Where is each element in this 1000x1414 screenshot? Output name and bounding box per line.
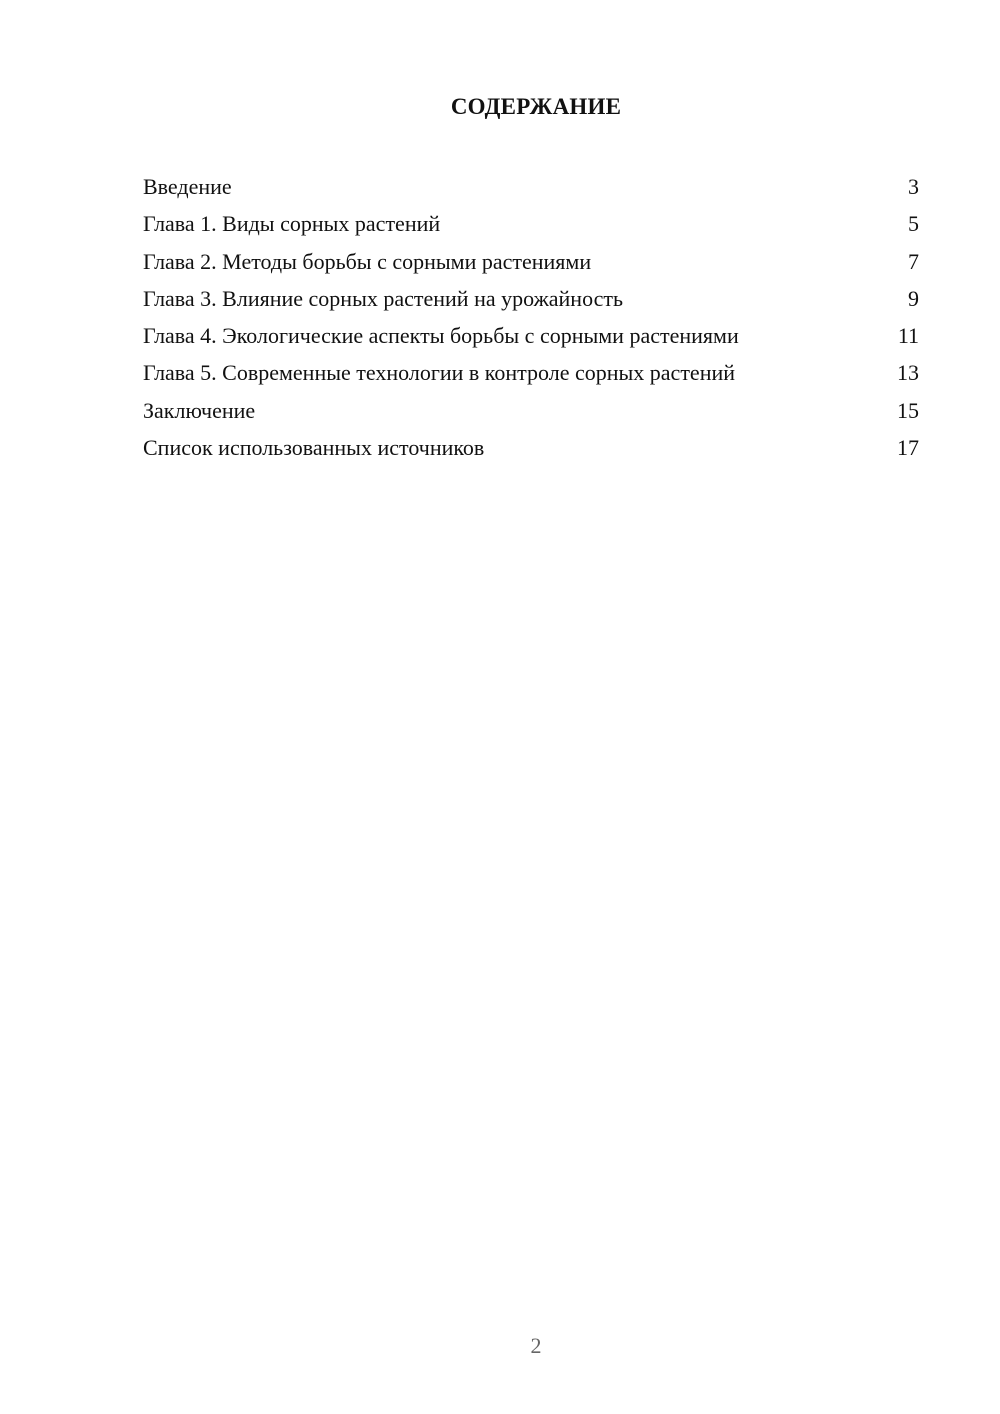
toc-item-chapter-5 <box>143 354 919 391</box>
toc-item-introduction <box>143 168 919 205</box>
toc-item-label: Введение <box>143 174 232 199</box>
toc-item-page: 9 <box>908 285 919 311</box>
toc-item-page: 7 <box>908 248 919 274</box>
page-number: 2 <box>530 1333 542 1358</box>
toc-item-page: 17 <box>897 435 919 461</box>
table-of-contents <box>143 168 919 466</box>
toc-item-label: Глава 2. Методы борьбы с сорными растениями <box>143 248 592 274</box>
toc-item-conclusion <box>143 392 919 429</box>
toc-item-page: 11 <box>897 323 919 349</box>
page-title: СОДЕРЖАНИЕ <box>450 94 622 119</box>
toc-item-chapter-2 <box>143 243 919 280</box>
toc-item-label: Список использованных источников <box>143 435 485 461</box>
toc-item-label: Глава 5. Современные технологии в контроле сорных растений <box>143 360 736 386</box>
toc-item-chapter-3 <box>143 280 919 317</box>
toc-item-references <box>143 429 919 466</box>
toc-item-page: 13 <box>897 360 919 386</box>
toc-item-chapter-4 <box>143 317 919 354</box>
toc-item-label: Глава 1. Виды сорных растений <box>143 211 441 237</box>
toc-item-page: 15 <box>897 397 919 423</box>
toc-item-label: Заключение <box>143 397 256 423</box>
toc-item-page: 5 <box>908 211 919 237</box>
toc-item-label: Глава 4. Экологические аспекты борьбы с сорными растениями <box>143 323 739 349</box>
toc-item-chapter-1 <box>143 205 919 242</box>
toc-item-page: 3 <box>908 174 919 199</box>
toc-item-label: Глава 3. Влияние сорных растений на урожайность <box>143 285 624 311</box>
